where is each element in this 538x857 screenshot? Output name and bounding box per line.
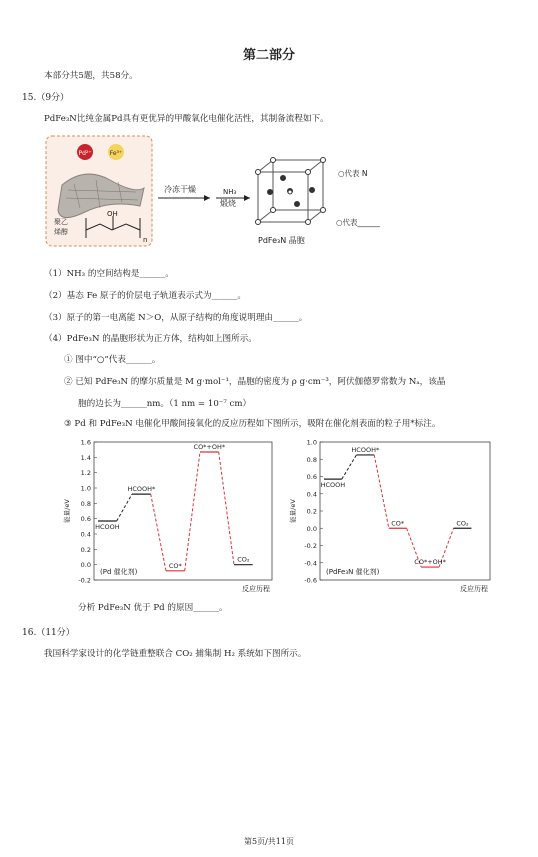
polymer-label-1: 聚乙 [54,218,68,226]
transition-path [117,494,132,521]
transition-path [374,455,389,528]
preparation-diagram [40,130,410,250]
y-tick-label: 0.6 [80,515,91,524]
transition-path [185,452,200,571]
y-tick-label: 1.2 [80,469,91,478]
step2-label-b: 煅烧 [220,199,236,208]
sub-question-4-1: ① 图中“○”代表______。 [64,355,161,365]
sub-question-1: （1）NH₃ 的空间结构是______。 [44,269,174,279]
oh-label: OH [107,210,118,218]
question-16-head: 16.（11分） [22,628,75,638]
sub-question-4: （4）PdFe₃N 的晶胞形状为正方体，结构如上图所示。 [44,334,257,344]
repeat-n-label: n [143,236,148,244]
state-label: CO₂ [237,555,250,564]
step1-label: 冷冻干燥 [164,185,196,194]
y-tick-label: 0.0 [306,524,317,533]
y-tick-label: 1.0 [80,484,91,493]
crystal-atoms [256,158,326,225]
sub-question-4-4: 分析 PdFe₃N 优于 Pd 的原因______。 [78,603,228,613]
state-label: HCOOH* [127,485,156,494]
y-tick-label: -0.6 [304,576,317,585]
section-intro: 本部分共5题，共58分。 [44,71,138,81]
sub-question-4-3: ③ Pd 和 PdFe₃N 电催化甲酸间接氧化的反应历程如下图所示，吸附在催化剂表面的粒子用*标注。 [64,419,441,429]
y-tick-label: 1.4 [80,453,91,462]
pd-ion-label: Pd²⁺ [78,150,92,157]
energy-chart-pd [60,436,278,594]
state-label: CO*+OH* [193,442,226,451]
question-16-stem: 我国科学家设计的化学链重整联合 CO₂ 捕集制 H₂ 系统如下图所示。 [44,649,307,659]
energy-chart-pdfe3n [286,436,496,594]
y-tick-label: 0.6 [306,473,317,481]
transition-path [219,452,234,565]
state-label: CO₂ [456,519,469,528]
state-label: CO* [168,561,182,570]
y-tick-label: 0.0 [80,561,91,570]
y-tick-label: 0.4 [306,490,317,499]
y-tick-label: 1.6 [80,438,91,447]
page-title: 第二部分 [242,48,295,63]
y-tick-label: -0.4 [304,559,317,568]
y-axis-label: 能量/eV [63,499,71,523]
state-label: CO*+OH* [414,558,446,567]
question-15-head: 15.（9分） [22,93,70,103]
y-tick-label: 0.4 [80,530,91,539]
catalyst-note: (Pd 催化剂) [100,568,138,576]
y-tick-label: 1.0 [306,438,317,447]
transition-path [151,494,166,571]
x-axis-label: 反应历程 [460,585,488,593]
state-label: CO* [391,519,405,528]
y-tick-label: -0.2 [78,576,91,585]
sub-question-4-2b: 胞的边长为______nm。（1 nm = 10⁻⁷ cm） [78,399,252,409]
sub-question-2: （2）基态 Fe 原子的价层电子轨道表示式为______。 [44,291,246,301]
transition-path [342,455,357,479]
question-15-stem: PdFe₃N比纯金属Pd具有更优异的甲酸氧化电催化活性，其制备流程如下。 [44,114,329,124]
step2-label-a: NH₃ [223,188,237,196]
y-tick-label: 0.2 [306,507,317,516]
y-tick-label: 0.8 [306,455,317,464]
state-label: HCOOH [320,481,346,490]
fe-ion-label: Fe³⁺ [109,150,123,157]
x-axis-label: 反应历程 [242,585,270,593]
legend-n: ○代表 N [338,169,368,178]
polymer-label-2: 烯醇 [54,228,68,236]
y-tick-label: 0.8 [80,499,91,508]
state-label: HCOOH* [351,445,380,454]
catalyst-note: (PdFe₃N 催化剂) [326,568,380,576]
crystal-label: PdFe₃N 晶胞 [258,236,305,245]
y-tick-label: 0.2 [80,545,91,554]
state-label: HCOOH [95,522,120,531]
legend-blank: ○代表______ [336,218,381,227]
y-tick-label: -0.2 [304,542,317,550]
y-axis-label: 能量/eV [289,499,297,523]
page-footer: 第5页/共11页 [244,837,294,846]
plot-frame [320,442,490,580]
sub-question-4-2a: ② 已知 PdFe₃N 的摩尔质量是 M g·mol⁻¹，晶胞的密度为 ρ g·cm⁻³，阿伏伽德罗常数为 Nₐ，该晶 [64,377,446,387]
sub-question-3: （3）原子的第一电离能 N＞O，从原子结构的角度说明理由______。 [44,313,308,323]
